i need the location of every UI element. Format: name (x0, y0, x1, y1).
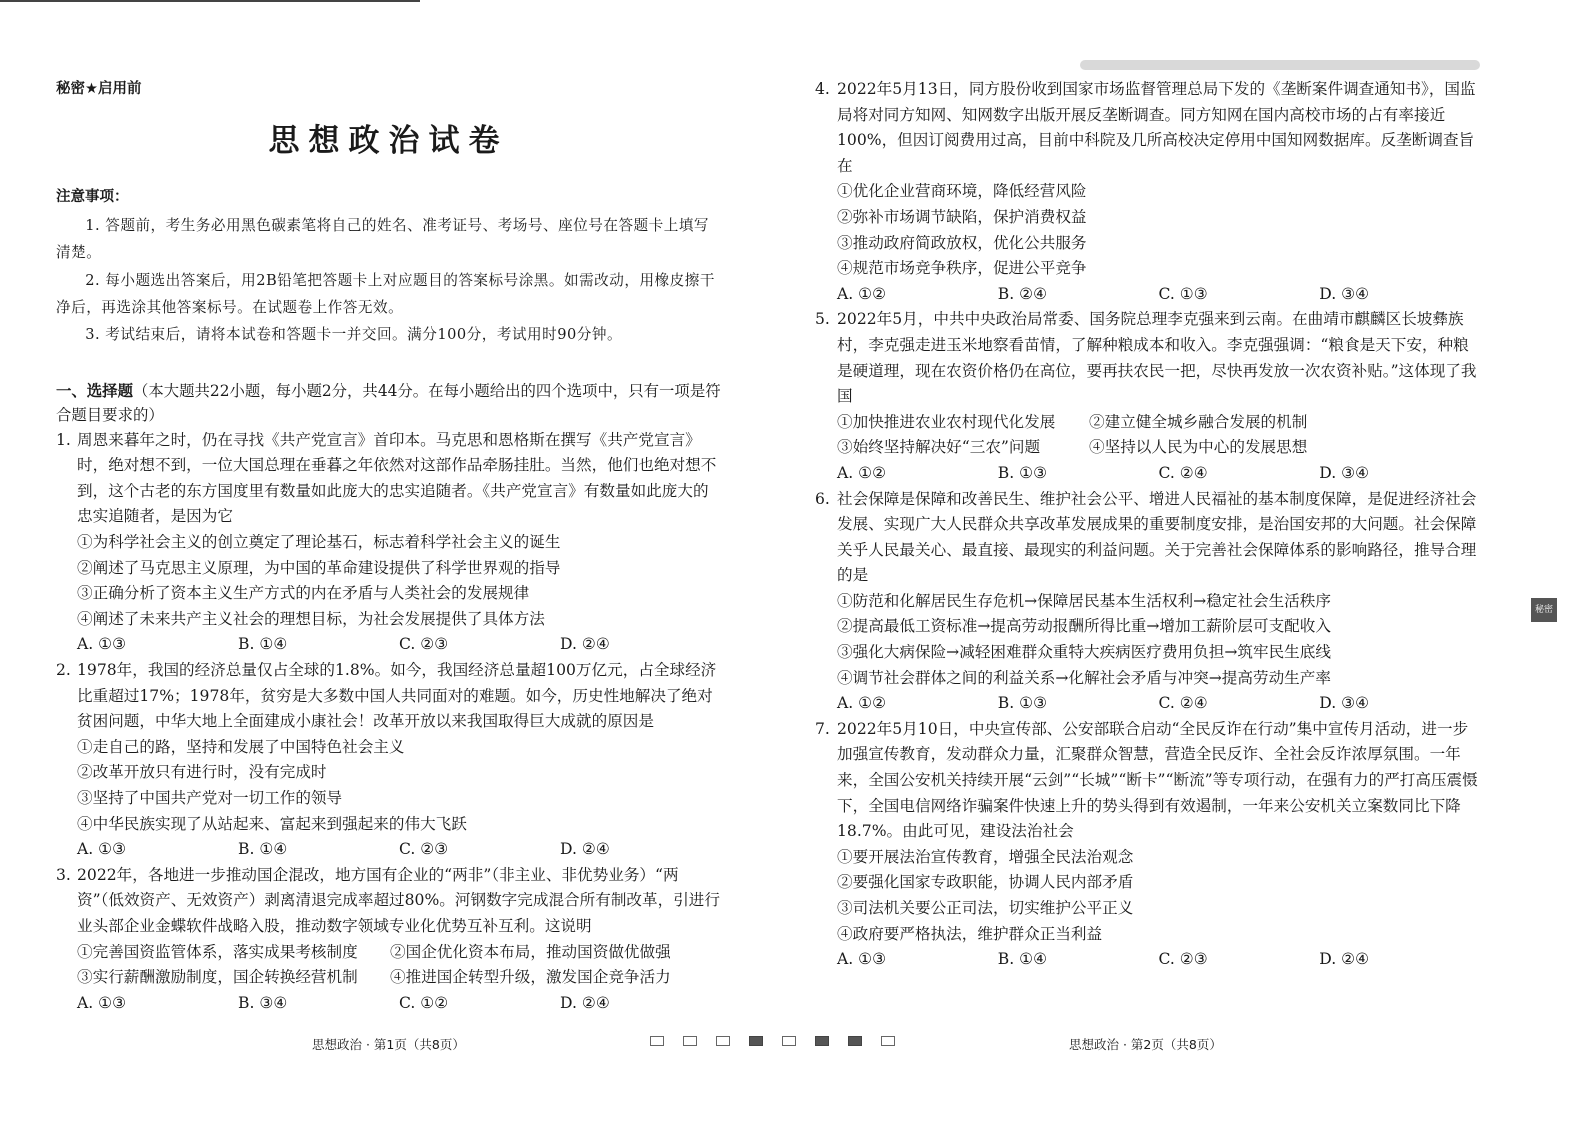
scan-mark (848, 1036, 862, 1046)
question-5 (816, 307, 1480, 486)
question-option: ②提高最低工资标准→提高劳动报酬所得比重→增加工薪阶层可支配收入 (837, 617, 1331, 636)
question-option: ③坚持了中国共产党对一切工作的领导 (77, 788, 343, 807)
notice-item: 2. 每小题选出答案后，用2B铅笔把答题卡上对应题目的答案标号涂黑。如需改动，用橡皮擦干净后，再选涂其他答案标号。在试题卷上作答无效。 (56, 271, 715, 317)
question-option: ④调节社会群体之间的利益关系→化解社会矛盾与冲突→提高劳动生产率 (837, 668, 1331, 687)
scan-mark (815, 1036, 829, 1046)
answer-choice-b: B. ①③ (997, 463, 1048, 482)
answer-choice-b: B. ①④ (238, 635, 288, 654)
question-4 (816, 77, 1480, 307)
question-option: ③正确分析了资本主义生产方式的内在矛盾与人类社会的发展规律 (77, 584, 530, 603)
question-option: ④推进国企转型升级，激发国企竞争活力 (390, 968, 671, 987)
answer-choice-d: D. ③④ (1319, 463, 1370, 482)
answer-choice-b: B. ①④ (238, 840, 288, 859)
answer-choice-d: D. ③④ (1319, 284, 1370, 303)
answer-choice-c: C. ②③ (399, 635, 449, 654)
answer-choice-a: A. ①② (837, 463, 887, 482)
answer-choice-d: D. ②④ (1319, 950, 1370, 969)
page-footer-left: 思想政治 · 第1页（共8页） (312, 1037, 465, 1052)
scan-mark (881, 1036, 895, 1046)
scan-mark (683, 1036, 697, 1046)
answer-choices (77, 632, 721, 658)
answer-choice-d: D. ③④ (1319, 694, 1370, 713)
option-pair (77, 940, 721, 966)
answer-choice-b: B. ①④ (997, 950, 1048, 969)
answer-choice-a: A. ①③ (77, 840, 127, 859)
question-option: ④阐述了未来共产主义社会的理想目标，为社会发展提供了具体方法 (77, 609, 545, 628)
question-stem: 1978年，我国的经济总量仅占全球的1.8%。如今，我国经济总量超100万亿元，占全球经济比重超过17%；1978年，贫穷是大多数中国人共同面对的难题。如今，历史性地解决了绝对贫困问题，中华大地上全面建成小康社会！改革开放以来我国取得巨大成就的原因是 (77, 661, 717, 731)
answer-choice-a: A. ①② (837, 694, 887, 713)
notice-item: 3. 考试结束后，请将本试卷和答题卡一并交回。满分100分，考试用时90分钟。 (85, 326, 623, 344)
answer-choice-b: B. ②④ (997, 284, 1048, 303)
question-stem: 2022年5月13日，同方股份收到国家市场监督管理总局下发的《垄断案件调查通知书》，国监局将对同方知网、知网数字出版开展反垄断调查。同方知网在国内高校市场的占有率接近100%，但因订阅费用过高，目前中科院及几所高校决定停用中国知网数据库。反垄断调查旨在 (837, 80, 1476, 175)
question-option: ②弥补市场调节缺陷，保护消费权益 (837, 207, 1087, 226)
answer-choice-d: D. ②④ (560, 635, 610, 654)
question-option: ④政府要严格执法，维护群众正当利益 (837, 924, 1103, 943)
question-stem: 周恩来暮年之时，仍在寻找《共产党宣言》首印本。马克思和恩格斯在撰写《共产党宣言》时，绝对想不到，一位大国总理在垂暮之年依然对这部作品牵肠挂肚。当然，他们也绝对想不到，这个古老的东方国度里有数量如此庞大的忠实追随者。《共产党宣言》有数量如此庞大的忠实追随者，是因为它 (77, 430, 717, 526)
blurred-header-strip (1080, 60, 1480, 70)
question-number: 2. (56, 661, 71, 680)
question-option: ③强化大病保险→减轻困难群众重特大疾病医疗费用负担→筑牢民生底线 (837, 643, 1331, 662)
section-title: 一、选择题 (56, 381, 133, 400)
notice-heading: 注意事项： (56, 188, 129, 205)
question-6 (816, 487, 1480, 717)
question-option: ④中华民族实现了从站起来、富起来到强起来的伟大飞跃 (77, 814, 467, 833)
question-1 (56, 428, 721, 658)
question-stem: 2022年5月，中共中央政治局常委、国务院总理李克强来到云南。在曲靖市麒麟区长坡彝族村，李克强走进玉米地察看苗情，了解种粮成本和收入。李克强强调：“粮食是天下安，种粮是硬道理，现在农资价格仍在高位，要再扶农民一把，尽快再发放一次农资补贴。”这体现了我国 (837, 310, 1477, 406)
answer-choice-a: A. ①③ (77, 635, 127, 654)
question-option: ③推动政府简政放权，优化公共服务 (837, 233, 1087, 252)
section-desc: （本大题共22小题，每小题2分，共44分。在每小题给出的四个选项中，只有一项是符合题目要求的） (56, 381, 721, 425)
top-rule (0, 0, 420, 2)
question-option: ①优化企业营商环境，降低经营风险 (837, 182, 1087, 201)
scan-mark (716, 1036, 730, 1046)
answer-choice-a: A. ①③ (77, 993, 127, 1012)
page-2 (816, 77, 1480, 973)
answer-choice-a: A. ①② (837, 284, 887, 303)
option-pair (837, 435, 1480, 461)
answer-choices (77, 991, 721, 1017)
answer-choices (837, 947, 1480, 973)
answer-choices (837, 461, 1480, 487)
question-option: ②国企优化资本布局，推动国资做优做强 (390, 942, 671, 961)
answer-choice-a: A. ①③ (837, 950, 887, 969)
scan-marks (650, 1036, 895, 1046)
side-tab: 秘密 (1531, 598, 1557, 622)
answer-choices (77, 837, 721, 863)
answer-choice-c: C. ②③ (1158, 950, 1208, 969)
question-number: 1. (56, 430, 71, 449)
scan-mark (650, 1036, 664, 1046)
scan-mark (782, 1036, 796, 1046)
question-option: ②要强化国家专政职能，协调人民内部矛盾 (837, 873, 1134, 892)
answer-choice-c: C. ①③ (1158, 284, 1208, 303)
question-number: 6. (815, 489, 830, 508)
question-number: 7. (815, 719, 830, 738)
question-option: ①加快推进农业农村现代化发展 (837, 412, 1056, 431)
page-title: 思想政治试卷 (268, 122, 509, 159)
question-option: ②改革开放只有进行时，没有完成时 (77, 763, 327, 782)
page-footer-right: 思想政治 · 第2页（共8页） (1069, 1037, 1222, 1052)
option-pair (77, 965, 721, 991)
question-number: 4. (815, 80, 830, 98)
question-option: ③实行薪酬激励制度，国企转换经营机制 (77, 968, 358, 987)
answer-choice-c: C. ②④ (1158, 463, 1208, 482)
answer-choices (837, 282, 1480, 308)
question-stem: 社会保障是保障和改善民生、维护社会公平、增进人民福祉的基本制度保障，是促进经济社会发展、实现广大人民群众共享改革发展成果的重要制度安排，是治国安邦的大问题。社会保障关乎人民最关心、最直接、最现实的利益问题。关于完善社会保障体系的影响路径，推导合理的是 (837, 489, 1477, 585)
question-option: ④规范市场竞争秩序，促进公平竞争 (837, 259, 1087, 278)
question-option: ①要开展法治宣传教育，增强全民法治观念 (837, 847, 1134, 866)
question-2 (56, 658, 721, 863)
answer-choice-d: D. ②④ (560, 840, 610, 859)
question-option: ②阐述了马克思主义原理，为中国的革命建设提供了科学世界观的指导 (77, 558, 561, 577)
question-option: ③司法机关要公正司法，切实维护公平正义 (837, 899, 1134, 917)
answer-choice-b: B. ③④ (238, 993, 288, 1012)
answer-choice-b: B. ①③ (997, 694, 1048, 713)
answer-choice-c: C. ①② (399, 993, 449, 1012)
question-stem: 2022年，各地进一步推动国企混改，地方国有企业的“两非”（非主业、非优势业务）“两资”（低效资产、无效资产）剥离清退完成率超过80%。河钢数字完成混合所有制改革，引进行业头部企业金蝶软件战略入股，推动数字领域专业化优势互补互利。这说明 (77, 865, 720, 935)
question-option: ①为科学社会主义的创立奠定了理论基石，标志着科学社会主义的诞生 (77, 533, 561, 552)
secret-label: 秘密★启用前 (56, 81, 142, 97)
scan-mark (749, 1036, 763, 1046)
question-option: ①走自己的路，坚持和发展了中国特色社会主义 (77, 737, 405, 756)
question-number: 3. (56, 865, 71, 884)
question-number: 5. (815, 310, 830, 329)
section-heading (56, 379, 721, 428)
question-option: ①防范和化解居民生存危机→保障居民基本生活权利→稳定社会生活秩序 (837, 591, 1331, 610)
question-option: ③始终坚持解决好“三农”问题 (837, 438, 1041, 457)
question-3 (56, 863, 721, 1017)
page-1 (56, 77, 721, 1016)
answer-choices (837, 691, 1480, 717)
answer-choice-c: C. ②④ (1158, 694, 1208, 713)
question-stem: 2022年5月10日，中央宣传部、公安部联合启动“全民反诈在行动”集中宣传月活动，进一步加强宣传教育，发动群众力量，汇聚群众智慧，营造全民反诈、全社会反诈浓厚氛围。一年来，全国公安机关持续开展“云剑”“长城”“断卡”“断流”等专项行动，在强有力的严打高压震慑下，全国电信网络诈骗案件快速上升的势头得到有效遏制，一年来公安机关立案数同比下降18.7%。由此可见，建设法治社会 (837, 719, 1478, 841)
question-option: ②建立健全城乡融合发展的机制 (1089, 412, 1308, 431)
question-7 (816, 717, 1480, 973)
question-option: ①完善国资监管体系，落实成果考核制度 (77, 942, 358, 961)
notice-item: 1. 答题前，考生务必用黑色碳素笔将自己的姓名、准考证号、考场号、座位号在答题卡上填写清楚。 (56, 217, 710, 262)
answer-choice-d: D. ②④ (560, 993, 610, 1012)
option-pair (837, 410, 1480, 436)
question-option: ④坚持以人民为中心的发展思想 (1089, 438, 1308, 457)
answer-choice-c: C. ②③ (399, 840, 449, 859)
